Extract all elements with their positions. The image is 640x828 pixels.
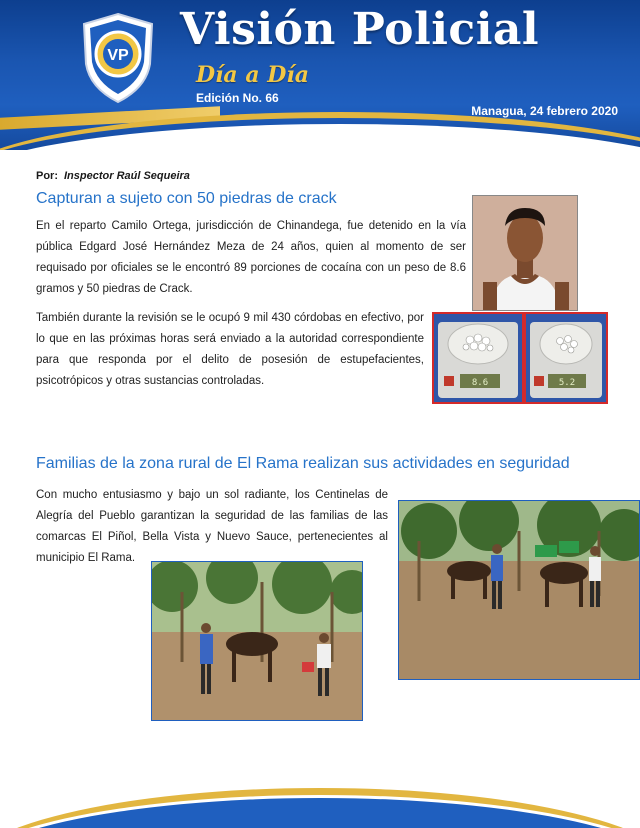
scale-readout-1: 8.6 [471, 378, 489, 388]
rural-patrol-photo-2 [151, 561, 363, 721]
article2-paragraph-1: Con mucho entusiasmo y bajo un sol radiante, los Centinelas de Alegría del Pueblo garantizan la seguridad de las familias de las comarcas El Piñol, Bella Vista y Nuevo Sauce, pertenecientes al municipio El Rama. [36, 489, 388, 564]
dateline: Managua, 24 febrero 2020 [471, 104, 618, 118]
byline [36, 170, 190, 182]
publication-subtitle: Día a Día [196, 62, 309, 88]
scale-readout-2: 5.2 [558, 378, 576, 388]
footer-band [0, 770, 640, 828]
article1-headline: Capturan a sujeto con 50 piedras de crack [36, 190, 337, 207]
byline-label: Por: [36, 170, 58, 182]
article1-paragraph-2: También durante la revisión se le ocupó 9 mil 430 córdobas en efectivo, por lo que en las próximas horas será enviado a la autoridad correspondiente para que responda por el delito de posesión de estupefacientes, psicotrópicos y otras sustancias controladas. [36, 312, 424, 387]
rural-patrol-photo-1 [398, 500, 640, 680]
evidence-scale-photo-2 [524, 312, 608, 404]
publication-title: Visión Policial [180, 4, 540, 55]
article1-paragraph-1: En el reparto Camilo Ortega, jurisdicción de Chinandega, fue detenido en la vía pública Edgard José Hernández Meza de 24 años, quien al momento de ser requisado por oficiales se le encontró 89 porciones de cocaína con un peso de 8.6 gramos y 50 piedras de Crack. [36, 220, 466, 295]
header-banner [0, 0, 640, 150]
evidence-scale-photo-1 [432, 312, 524, 404]
logo-initials: VP [107, 47, 129, 64]
edition-number: Edición No. 66 [196, 91, 279, 105]
article2-headline: Familias de la zona rural de El Rama realizan sus actividades en seguridad [36, 455, 570, 472]
vp-badge-logo [80, 12, 156, 104]
suspect-photo [472, 195, 578, 311]
byline-author: Inspector Raúl Sequeira [64, 170, 190, 182]
